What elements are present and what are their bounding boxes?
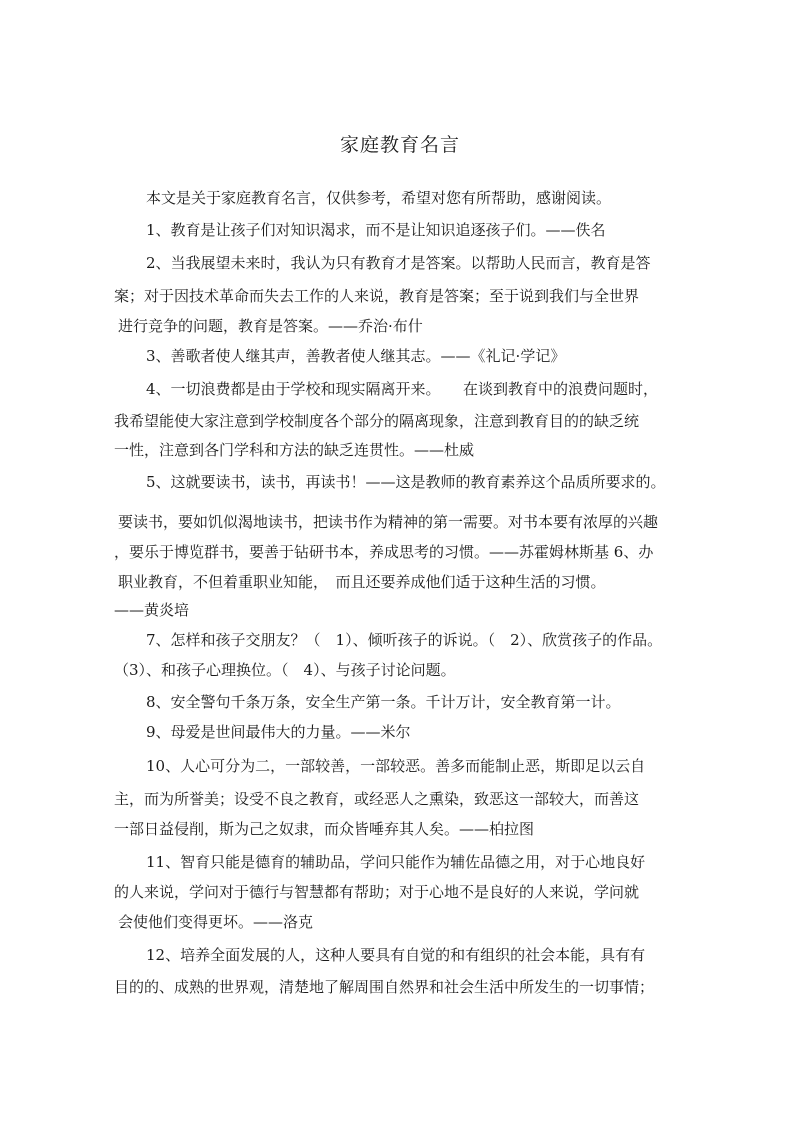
- text-line: 7、怎样和孩子交朋友？（ 1）、倾听孩子的诉说。（ 2）、欣赏孩子的作品。: [146, 631, 663, 649]
- text-line: 8、安全警句千条万条，安全生产第一条。千计万计，安全教育第一计。: [146, 693, 621, 711]
- text-line: 12、培养全面发展的人，这种人要具有自觉的和有组织的社会本能，具有有: [146, 946, 646, 964]
- text-line: 会使他们变得更坏。——洛克: [118, 913, 314, 931]
- text-line: 3、善歌者使人继其声，善教者使人继其志。——《礼记·学记》: [146, 347, 566, 365]
- text-line: 9、母爱是世间最伟大的力量。——米尔: [146, 723, 411, 741]
- text-line: 一性，注意到各门学科和方法的缺乏连贯性。——杜威: [114, 441, 475, 459]
- text-line: 我希望能使大家注意到学校制度各个部分的隔离现象，注意到教育目的的缺乏统: [114, 412, 640, 430]
- text-line: 10、人心可分为二，一部较善，一部较恶。善多而能制止恶，斯即足以云自: [146, 757, 646, 775]
- text-line: 11、智育只能是德育的辅助品，学问只能作为辅佐品德之用，对于心地良好: [146, 853, 646, 871]
- text-line: （3）、和孩子心理换位。（ 4）、与孩子讨论问题。: [114, 661, 456, 679]
- text-line: 的人来说，学问对于德行与智慧都有帮助；对于心地不是良好的人来说，学问就: [114, 883, 640, 901]
- text-line: 进行竞争的问题，教育是答案。——乔治·布什: [118, 317, 423, 335]
- text-line: 2、当我展望未来时，我认为只有教育才是答案。以帮助人民而言，教育是答: [146, 254, 651, 272]
- page-title: 家庭教育名言: [339, 134, 460, 156]
- text-line: 职业教育，不但着重职业知能， 而且还要养成他们适于这种生活的习惯。: [118, 573, 606, 591]
- text-line: 主，而为所誉美；设受不良之教育，或经恶人之熏染，致恶这一部较大，而善这: [114, 790, 640, 808]
- text-line: 一部日益侵削，斯为己之奴隶，而众皆唾弃其人矣。——柏拉图: [114, 820, 535, 838]
- text-line: 1、教育是让孩子们对知识渴求，而不是让知识追逐孩子们。——佚名: [146, 221, 606, 239]
- text-line: 要读书，要如饥似渴地读书，把读书作为精神的第一需要。对书本要有浓厚的兴趣: [118, 513, 659, 531]
- text-line: 目的的、成熟的世界观，清楚地了解周围自然界和社会生活中所发生的一切事情；: [114, 978, 655, 996]
- text-line: 5、这就要读书，读书，再读书！——这是教师的教育素养这个品质所要求的。: [146, 473, 666, 491]
- text-line: 本文是关于家庭教育名言，仅供参考，希望对您有所帮助，感谢阅读。: [146, 189, 612, 207]
- text-line: 4、一切浪费都是由于学校和现实隔离开来。 在谈到教育中的浪费问题时，: [146, 380, 659, 398]
- text-line: ——黄炎培: [114, 601, 190, 619]
- text-line: 案；对于因技术革命而失去工作的人来说，教育是答案；至于说到我们与全世界: [114, 287, 640, 305]
- text-line: ，要乐于博览群书，要善于钻研书本，养成思考的习惯。——苏霍姆林斯基 6、办: [114, 543, 654, 561]
